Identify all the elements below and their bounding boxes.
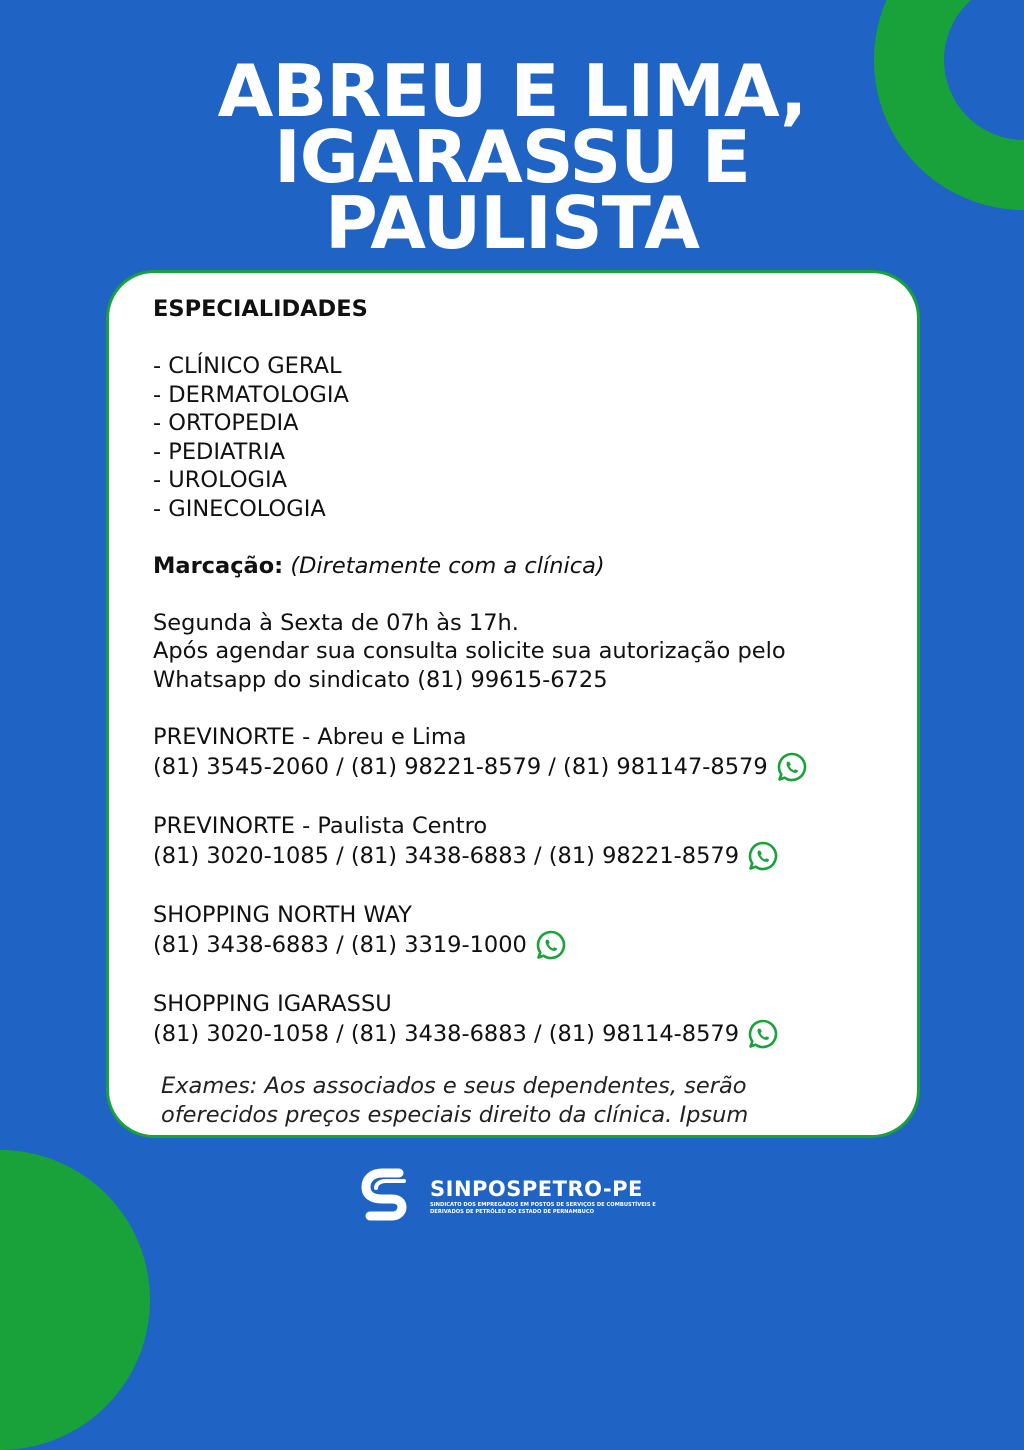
whatsapp-icon[interactable] xyxy=(535,929,567,961)
list-item: - ORTOPEDIA xyxy=(153,410,299,436)
clinic-phone-numbers: (81) 3545-2060 / (81) 98221-8579 / (81) 981147-8579 xyxy=(153,753,768,780)
list-item: - CLÍNICO GERAL xyxy=(153,353,342,379)
list-item: - PEDIATRIA xyxy=(153,438,286,465)
whatsapp-icon[interactable] xyxy=(747,1018,779,1050)
title-line-2: IGARASSU E xyxy=(274,115,750,199)
logo-text xyxy=(430,1176,680,1216)
logo-subtitle-line-1: SINDICATO DOS EMPREGADOS EM POSTOS DE SERVIÇOS DE COMBUSTÍVEIS E xyxy=(430,1202,656,1208)
logo-name: SINPOSPETRO-PE xyxy=(430,1177,643,1201)
instructions-line-2: Whatsapp do sindicato (81) 99615-6725 xyxy=(153,666,608,693)
clinic-phones xyxy=(153,1018,887,1050)
footnote-line-2: oferecidos preços especiais direito da clínica. Ipsum xyxy=(161,1101,749,1128)
info-card xyxy=(106,270,920,1138)
clinic-phones xyxy=(153,840,887,872)
title-line-1: ABREU E LIMA, xyxy=(217,49,807,133)
clinic-entry xyxy=(153,990,887,1051)
card-content xyxy=(153,295,887,1129)
list-item: - GINECOLOGIA xyxy=(153,495,326,522)
logo-s-icon xyxy=(352,1161,422,1231)
clinic-phone-numbers: (81) 3438-6883 / (81) 3319-1000 xyxy=(153,931,527,958)
clinic-phone-numbers: (81) 3020-1085 / (81) 3438-6883 / (81) 98221-8579 xyxy=(153,842,740,869)
clinic-phones xyxy=(153,929,887,961)
clinic-name: PREVINORTE - Abreu e Lima xyxy=(153,723,467,750)
instructions-line-1: Após agendar sua consulta solicite sua autorização pelo xyxy=(153,638,786,664)
list-item: - UROLOGIA xyxy=(153,467,287,493)
clinic-name: SHOPPING IGARASSU xyxy=(153,990,392,1017)
logo-subtitle-line-2: DERIVADOS DE PETRÓLEO DO ESTADO DE PERNAMBUCO xyxy=(430,1209,595,1215)
sinpospetro-logo xyxy=(352,1160,680,1232)
specialties-list xyxy=(153,352,887,523)
list-item: - DERMATOLOGIA xyxy=(153,381,349,408)
whatsapp-icon[interactable] xyxy=(776,751,808,783)
booking-line xyxy=(153,552,887,581)
clinic-entry xyxy=(153,812,887,873)
decorative-green-circle xyxy=(0,1150,150,1450)
clinic-phone-numbers: (81) 3020-1058 / (81) 3438-6883 / (81) 98114-8579 xyxy=(153,1020,740,1047)
page-title xyxy=(0,49,1024,265)
title-line-3: PAULISTA xyxy=(325,181,699,265)
hours-text: Segunda à Sexta de 07h às 17h. xyxy=(153,609,519,636)
whatsapp-icon[interactable] xyxy=(747,840,779,872)
footnote-line-1: Exames: Aos associados e seus dependentes, serão xyxy=(161,1073,747,1099)
clinic-name: SHOPPING NORTH WAY xyxy=(153,901,412,928)
booking-note: (Diretamente com a clínica) xyxy=(290,552,605,579)
exams-footnote xyxy=(161,1072,887,1129)
booking-label: Marcação: xyxy=(153,552,284,579)
specialties-heading: ESPECIALIDADES xyxy=(153,296,368,322)
clinic-entry xyxy=(153,901,887,962)
clinic-entry xyxy=(153,723,887,784)
clinic-name: PREVINORTE - Paulista Centro xyxy=(153,812,488,839)
clinic-phones xyxy=(153,751,887,783)
